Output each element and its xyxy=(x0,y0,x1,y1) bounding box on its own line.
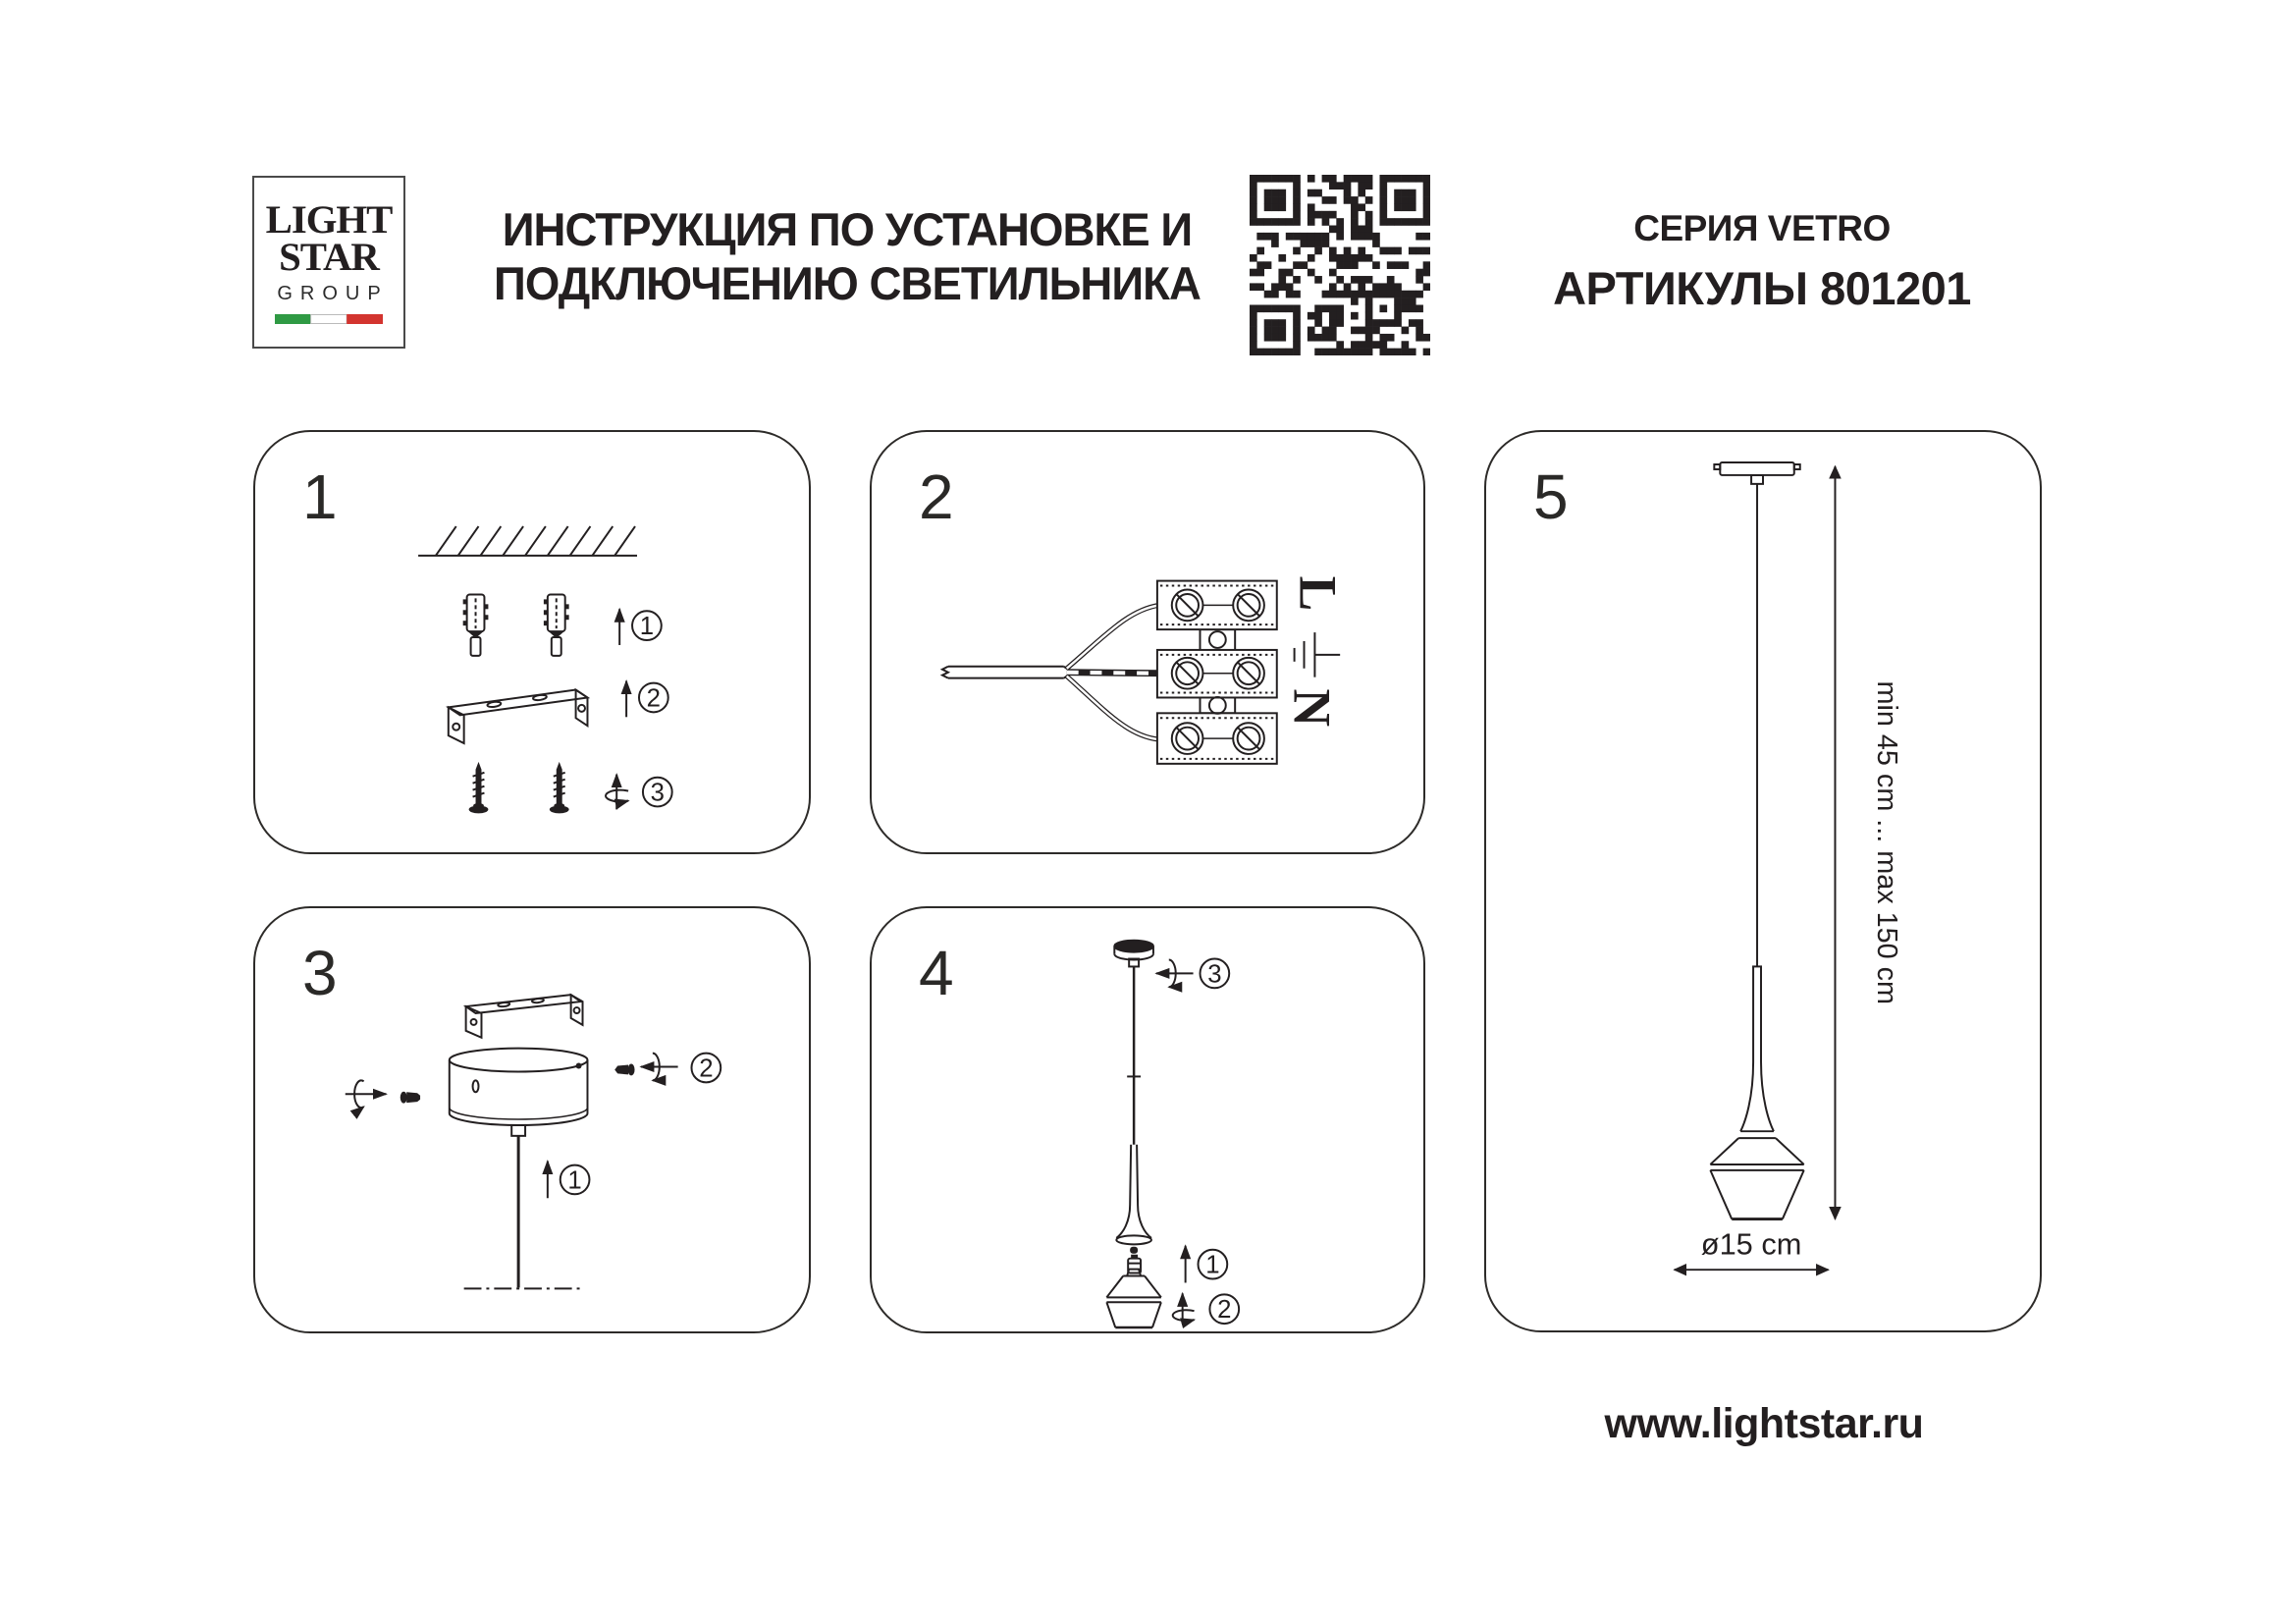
mains-cable xyxy=(942,605,1159,739)
wall-plug-dowels xyxy=(463,594,569,655)
svg-text:1: 1 xyxy=(1205,1251,1220,1279)
svg-text:2: 2 xyxy=(646,684,662,713)
ceiling-plate xyxy=(1714,462,1799,484)
logo-word-group: GROUP xyxy=(277,283,389,304)
panel-step1-hardware xyxy=(253,430,811,854)
svg-text:1: 1 xyxy=(639,613,655,641)
rotate-horizontal-icon-right xyxy=(641,1054,678,1081)
svg-text:1: 1 xyxy=(567,1166,582,1195)
rotate-horizontal-icon xyxy=(1156,960,1194,988)
diameter-dimension-label: ø15 cm xyxy=(1700,1226,1802,1262)
step-badge-2 xyxy=(1209,1294,1239,1324)
pendant-stem-and-shade xyxy=(1710,966,1803,1218)
page-title-line2: ПОДКЛЮЧЕНИЮ СВЕТИЛЬНИКА xyxy=(494,257,1201,309)
step-badge-2 xyxy=(639,683,668,713)
screw-left xyxy=(400,1092,420,1104)
svg-text:3: 3 xyxy=(650,779,665,807)
logo-word-star: STAR xyxy=(279,235,379,279)
earth-symbol xyxy=(1295,632,1341,677)
step-badge-3 xyxy=(1201,959,1230,989)
page-title xyxy=(480,202,1215,310)
panel-number: 5 xyxy=(1533,461,1569,532)
panel-step3-canopy xyxy=(253,906,811,1333)
svg-text:3: 3 xyxy=(1207,960,1222,989)
ceiling-hatch xyxy=(418,526,637,556)
panel-number: 4 xyxy=(919,938,954,1008)
logo-word-light: LIGHT xyxy=(265,197,393,242)
screw-right xyxy=(614,1064,634,1076)
rotate-vertical-icon xyxy=(606,775,628,810)
italian-flag-stripe xyxy=(275,314,383,324)
website-url: www.lightstar.ru xyxy=(1604,1400,1924,1447)
step-badge-2 xyxy=(691,1054,721,1083)
terminal-block xyxy=(1157,581,1277,764)
step-badge-1 xyxy=(632,611,662,640)
mounting-bracket xyxy=(449,690,588,743)
article-number: АРТИКУЛЫ 801201 xyxy=(1553,262,1971,314)
canopy-top xyxy=(1114,941,1153,967)
step-badge-1 xyxy=(1199,1250,1228,1279)
step-badge-3 xyxy=(643,778,672,807)
mounting-bracket xyxy=(466,995,583,1038)
label-neutral-N: N xyxy=(1282,688,1342,728)
panel-step5-dimensions xyxy=(1484,430,2042,1332)
panel-number: 1 xyxy=(302,461,338,532)
rotate-vertical-icon xyxy=(1173,1293,1195,1324)
panel-number: 3 xyxy=(302,938,338,1008)
lightstar-logo xyxy=(252,176,405,349)
series-label: СЕРИЯ VETRO xyxy=(1633,208,1891,248)
panel-step4-assembly xyxy=(870,906,1425,1333)
glass-shade xyxy=(1106,1270,1160,1327)
page-title-line1: ИНСТРУКЦИЯ ПО УСТАНОВКЕ И xyxy=(502,203,1193,255)
panel-number: 2 xyxy=(919,461,954,532)
panel-step2-wiring xyxy=(870,430,1425,854)
screws xyxy=(469,762,569,814)
stem-funnel xyxy=(1116,1145,1151,1254)
height-dimension-label: min 45 cm ... max 150 cm xyxy=(1871,680,1903,1005)
label-line-L: L xyxy=(1288,575,1348,612)
qr-code xyxy=(1250,175,1430,355)
suspension-cable xyxy=(1127,966,1141,1144)
svg-text:2: 2 xyxy=(699,1055,714,1083)
rotate-horizontal-icon-left xyxy=(346,1080,387,1108)
svg-text:2: 2 xyxy=(1217,1296,1232,1325)
step-badge-1 xyxy=(561,1165,590,1195)
